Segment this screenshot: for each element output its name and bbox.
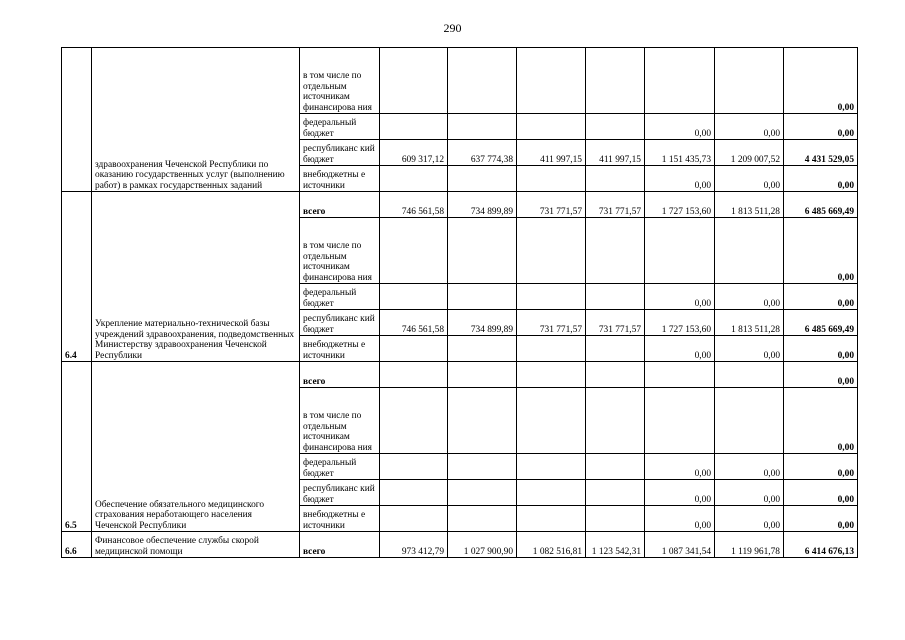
total-cell: 0,00 [784, 480, 858, 506]
total-cell: 0,00 [784, 166, 858, 192]
value-cell: 0,00 [715, 506, 784, 532]
value-cell: 411 997,15 [586, 140, 645, 166]
value-cell [517, 218, 586, 284]
value-cell [586, 284, 645, 310]
value-cell [517, 336, 586, 362]
funding-source: внебюджетны е источники [300, 336, 380, 362]
budget-table [61, 47, 858, 558]
value-cell [380, 362, 448, 388]
total-cell: 6 414 676,13 [784, 532, 858, 558]
row-code: 6.5 [62, 362, 92, 532]
value-cell: 734 899,89 [448, 310, 517, 336]
value-cell: 0,00 [645, 114, 715, 140]
funding-source: внебюджетны е источники [300, 166, 380, 192]
value-cell: 0,00 [715, 336, 784, 362]
value-cell [380, 336, 448, 362]
value-cell: 731 771,57 [586, 192, 645, 218]
funding-source: в том числе по отдельным источникам финансирова ния [300, 48, 380, 114]
funding-source: федеральный бюджет [300, 454, 380, 480]
value-cell: 0,00 [645, 480, 715, 506]
funding-source: республиканс кий бюджет [300, 480, 380, 506]
funding-source: всего [300, 532, 380, 558]
value-cell [586, 480, 645, 506]
table-row [62, 532, 858, 558]
value-cell: 731 771,57 [517, 310, 586, 336]
value-cell: 746 561,58 [380, 310, 448, 336]
row-name: Финансовое обеспечение службы скорой медицинской помощи [92, 532, 300, 558]
value-cell: 0,00 [715, 284, 784, 310]
value-cell [715, 362, 784, 388]
value-cell [380, 506, 448, 532]
value-cell: 0,00 [715, 166, 784, 192]
total-cell: 0,00 [784, 506, 858, 532]
funding-source: республиканс кий бюджет [300, 140, 380, 166]
value-cell [380, 454, 448, 480]
value-cell [448, 218, 517, 284]
row-code [62, 48, 92, 192]
value-cell: 973 412,79 [380, 532, 448, 558]
page-number: 290 [443, 21, 462, 35]
funding-source: в том числе по отдельным источникам финансирова ния [300, 388, 380, 454]
value-cell: 609 317,12 [380, 140, 448, 166]
funding-source: всего [300, 192, 380, 218]
value-cell [517, 454, 586, 480]
value-cell: 1 027 900,90 [448, 532, 517, 558]
value-cell [586, 506, 645, 532]
total-cell: 0,00 [784, 454, 858, 480]
value-cell [448, 506, 517, 532]
value-cell [380, 114, 448, 140]
value-cell: 637 774,38 [448, 140, 517, 166]
value-cell [517, 480, 586, 506]
value-cell [645, 362, 715, 388]
value-cell: 0,00 [645, 454, 715, 480]
total-cell: 0,00 [784, 218, 858, 284]
value-cell [380, 48, 448, 114]
value-cell: 1 087 341,54 [645, 532, 715, 558]
row-code: 6.4 [62, 192, 92, 362]
value-cell: 746 561,58 [380, 192, 448, 218]
value-cell: 0,00 [645, 336, 715, 362]
value-cell: 0,00 [645, 166, 715, 192]
value-cell [380, 480, 448, 506]
value-cell: 1 082 516,81 [517, 532, 586, 558]
value-cell [517, 506, 586, 532]
total-cell: 0,00 [784, 284, 858, 310]
value-cell: 0,00 [715, 114, 784, 140]
value-cell [715, 218, 784, 284]
total-cell: 0,00 [784, 362, 858, 388]
value-cell: 1 727 153,60 [645, 192, 715, 218]
value-cell [448, 362, 517, 388]
value-cell [586, 336, 645, 362]
total-cell: 0,00 [784, 336, 858, 362]
funding-source: внебюджетны е источники [300, 506, 380, 532]
value-cell [715, 48, 784, 114]
row-code: 6.6 [62, 532, 92, 558]
budget-table-body [62, 48, 858, 558]
value-cell: 1 123 542,31 [586, 532, 645, 558]
row-name: Обеспечение обязательного медицинского страхования неработающего населения Чеченской Республики [92, 362, 300, 532]
value-cell [645, 388, 715, 454]
value-cell [586, 454, 645, 480]
value-cell [448, 114, 517, 140]
value-cell [380, 218, 448, 284]
value-cell: 731 771,57 [586, 310, 645, 336]
value-cell: 1 813 511,28 [715, 192, 784, 218]
total-cell: 4 431 529,05 [784, 140, 858, 166]
value-cell [380, 166, 448, 192]
value-cell [448, 284, 517, 310]
funding-source: в том числе по отдельным источникам финансирова ния [300, 218, 380, 284]
funding-source: всего [300, 362, 380, 388]
value-cell [586, 362, 645, 388]
row-name: Укрепление материально-технической базы учреждений здравоохранения, подведомственных Министерству здравоохранения Чеченской Республики [92, 192, 300, 362]
value-cell [645, 48, 715, 114]
value-cell: 411 997,15 [517, 140, 586, 166]
value-cell: 0,00 [715, 454, 784, 480]
value-cell [448, 166, 517, 192]
value-cell: 734 899,89 [448, 192, 517, 218]
value-cell [586, 114, 645, 140]
value-cell [517, 166, 586, 192]
table-row [62, 362, 858, 388]
value-cell [586, 48, 645, 114]
value-cell: 731 771,57 [517, 192, 586, 218]
value-cell [586, 388, 645, 454]
row-name: здравоохранения Чеченской Республики по оказанию государственных услуг (выполнению работ) в рамках государственных заданий [92, 48, 300, 192]
total-cell: 0,00 [784, 388, 858, 454]
value-cell [517, 388, 586, 454]
total-cell: 0,00 [784, 114, 858, 140]
funding-source: республиканс кий бюджет [300, 310, 380, 336]
value-cell [380, 284, 448, 310]
value-cell [517, 114, 586, 140]
total-cell: 6 485 669,49 [784, 192, 858, 218]
value-cell: 1 119 961,78 [715, 532, 784, 558]
value-cell: 0,00 [645, 506, 715, 532]
value-cell [645, 218, 715, 284]
value-cell: 0,00 [645, 284, 715, 310]
value-cell: 1 813 511,28 [715, 310, 784, 336]
value-cell [448, 336, 517, 362]
table-row [62, 48, 858, 114]
value-cell [448, 454, 517, 480]
value-cell [517, 284, 586, 310]
value-cell [586, 166, 645, 192]
value-cell [715, 388, 784, 454]
total-cell: 0,00 [784, 48, 858, 114]
value-cell [448, 388, 517, 454]
value-cell [586, 218, 645, 284]
value-cell [517, 48, 586, 114]
funding-source: федеральный бюджет [300, 114, 380, 140]
value-cell [448, 480, 517, 506]
table-row [62, 192, 858, 218]
value-cell: 0,00 [715, 480, 784, 506]
total-cell: 6 485 669,49 [784, 310, 858, 336]
value-cell [448, 48, 517, 114]
value-cell [517, 362, 586, 388]
value-cell [380, 388, 448, 454]
funding-source: федеральный бюджет [300, 284, 380, 310]
value-cell: 1 151 435,73 [645, 140, 715, 166]
value-cell: 1 209 007,52 [715, 140, 784, 166]
value-cell: 1 727 153,60 [645, 310, 715, 336]
